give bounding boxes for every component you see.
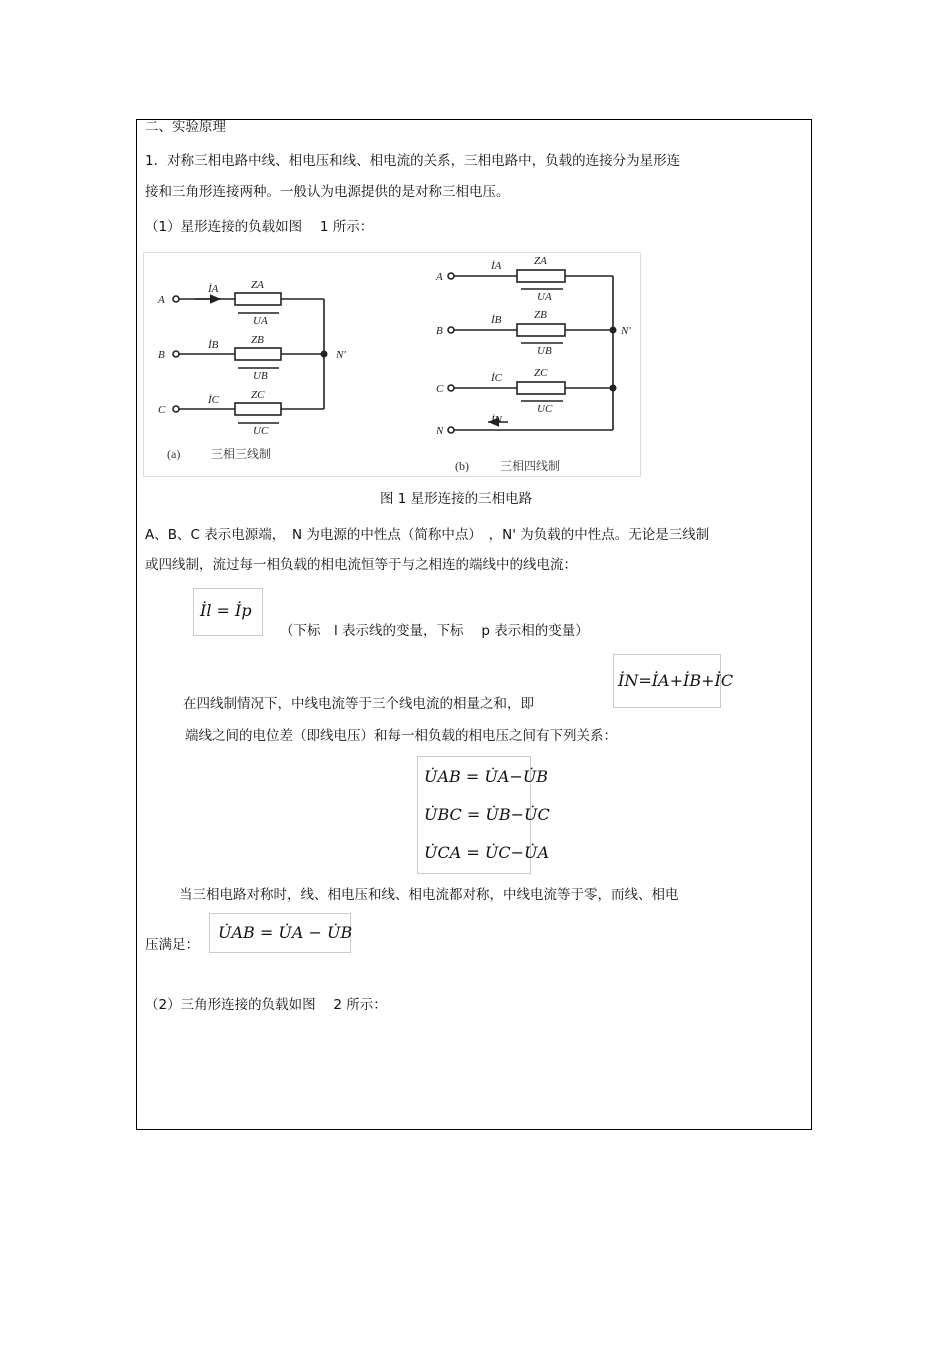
figure-1 [143,252,643,478]
paragraph-line: 在四线制情况下，中线电流等于三个线电流的相量之和，即 [183,696,534,712]
equation-box [209,913,351,953]
impedance-label: ZA [534,255,547,267]
figure-b-label: 三相四线制 [500,459,561,473]
equation-symmetric: U̇AB = U̇A − U̇B [218,923,353,942]
figure-a-label: 三相三线制 [211,447,272,461]
impedance-label: ZB [534,309,547,321]
equation-box [193,588,263,636]
label-tag: (b) [455,459,469,473]
impedance-label: ZA [251,279,264,291]
equation-box [417,756,550,874]
equation-uab: U̇AB = U̇A−U̇B [424,767,549,786]
voltage-label: UA [253,315,268,327]
paragraph-line: 当三相电路对称时，线、相电压和线、相电流都对称，中线电流等于零，而线、相电 [179,887,679,903]
equation-box [613,654,734,708]
neutral-label: N' [621,325,631,337]
impedance-label: ZC [251,389,265,401]
section-title: 二、实验原理 [145,119,226,135]
paragraph-line: 压满足： [145,937,199,953]
current-label: İB [491,314,502,326]
paragraph-line: A、B、C 表示电源端， N 为电源的中性点（简称中点） ，N' 为负载的中性点。无论是三线制 [145,527,710,543]
terminal-label: A [158,294,165,306]
equation-neutral-current: İN=İA+İB+İC [618,671,734,690]
current-label: İB [208,339,219,351]
current-label: İN [491,414,502,426]
current-label: İC [491,372,502,384]
impedance-label: ZB [251,334,264,346]
impedance-label: ZC [534,367,548,379]
equation-ubc: U̇BC = U̇B−U̇C [424,805,550,824]
label-tag: (a) [167,447,181,461]
paragraph-line: （1）星形连接的负载如图 1 所示： [145,219,374,235]
voltage-label: UB [537,345,552,357]
terminal-label: C [436,383,444,395]
paragraph-line: 端线之间的电位差（即线电压）和每一相负载的相电压之间有下列关系： [185,728,617,744]
paragraph-line: 或四线制，流过每一相负载的相电流恒等于与之相连的端线中的线电流： [145,557,577,573]
star-circuit-diagram [143,252,643,478]
terminal-label: C [158,404,166,416]
voltage-label: UC [253,425,269,437]
circuit-b [448,270,613,433]
terminal-label: B [158,349,165,361]
paragraph-line: 接和三角形连接两种。一般认为电源提供的是对称三相电压。 [145,184,510,200]
terminal-label: N [436,425,444,437]
voltage-label: UC [537,403,553,415]
equation-uca: U̇CA = U̇C−U̇A [424,843,550,862]
terminal-label: A [436,271,443,283]
current-label: İC [208,394,219,406]
paragraph-line: 1．对称三相电路中线、相电压和线、相电流的关系，三相电路中，负载的连接分为星形连 [145,153,681,169]
current-label: İA [491,260,502,272]
equation-note: （下标 l 表示线的变量，下标 p 表示相的变量） [280,623,589,639]
voltage-label: UB [253,370,268,382]
figure-caption: 图 1 星形连接的三相电路 [380,491,533,507]
neutral-label: N' [336,349,346,361]
equation-il-ip: İl = İp [200,601,252,620]
voltage-label: UA [537,291,552,303]
paragraph-line: （2）三角形连接的负载如图 2 所示： [145,997,387,1013]
circuit-a [173,293,324,423]
current-label: İA [208,283,219,295]
terminal-label: B [436,325,443,337]
